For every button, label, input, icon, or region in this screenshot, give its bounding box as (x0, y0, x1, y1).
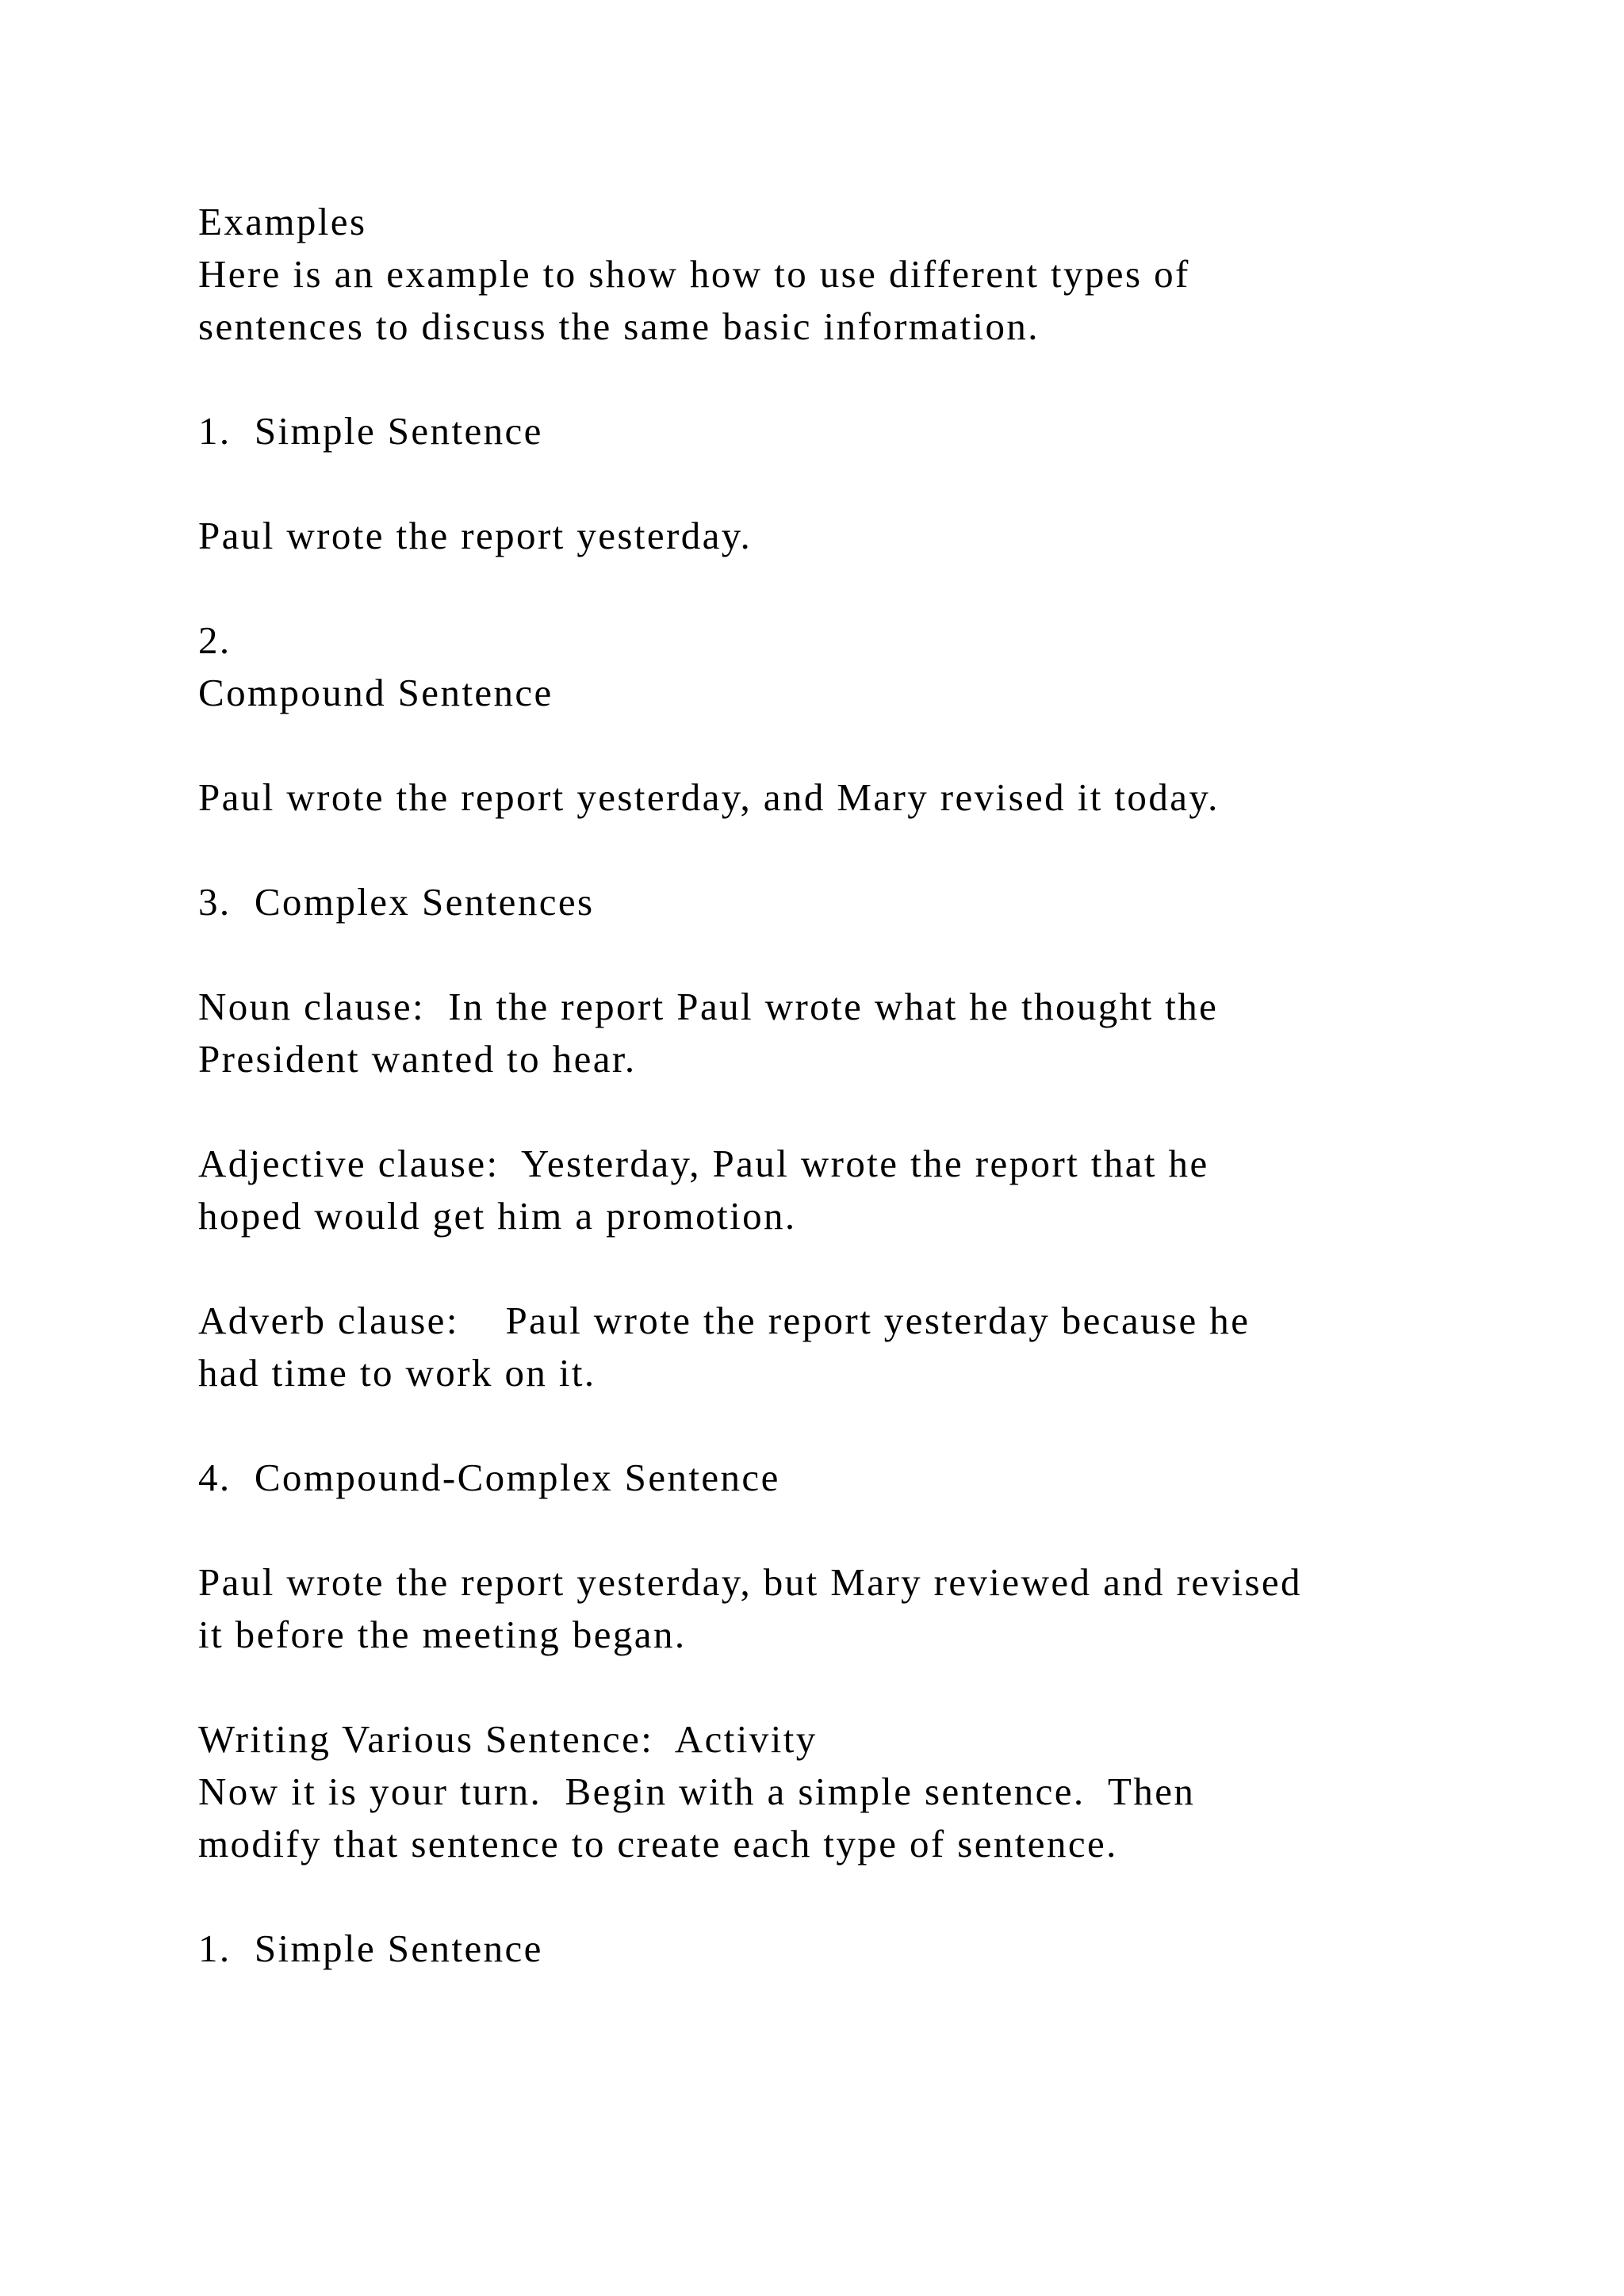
intro-line-2: sentences to discuss the same basic information. (198, 304, 1040, 348)
adjective-clause-line-1: Adjective clause: Yesterday, Paul wrote the report that he (198, 1142, 1209, 1185)
noun-clause-line-2: President wanted to hear. (198, 1037, 637, 1081)
item4-example-line-1: Paul wrote the report yesterday, but Mary reviewed and revised (198, 1560, 1302, 1604)
item2-number: 2. (198, 618, 232, 662)
activity-item1-heading: 1. Simple Sentence (198, 1927, 543, 1970)
examples-heading: Examples (198, 200, 367, 243)
item1-example: Paul wrote the report yesterday. (198, 514, 753, 557)
item1-heading: 1. Simple Sentence (198, 409, 543, 453)
activity-line-1: Now it is your turn. Begin with a simple sentence. Then (198, 1770, 1196, 1813)
item3-heading: 3. Complex Sentences (198, 880, 595, 924)
noun-clause-line-1: Noun clause: In the report Paul wrote what he thought the (198, 985, 1219, 1028)
activity-heading: Writing Various Sentence: Activity (198, 1717, 818, 1761)
adverb-clause-line-2: had time to work on it. (198, 1351, 596, 1395)
item2-heading: Compound Sentence (198, 671, 553, 714)
item4-example-line-2: it before the meeting began. (198, 1613, 687, 1656)
item4-heading: 4. Compound-Complex Sentence (198, 1456, 780, 1499)
adverb-clause-line-1: Adverb clause: Paul wrote the report yesterday because he (198, 1299, 1251, 1342)
intro-line-1: Here is an example to show how to use different types of (198, 252, 1190, 296)
activity-line-2: modify that sentence to create each type of sentence. (198, 1822, 1118, 1866)
item2-example: Paul wrote the report yesterday, and Mary revised it today. (198, 775, 1220, 819)
adjective-clause-line-2: hoped would get him a promotion. (198, 1194, 797, 1238)
